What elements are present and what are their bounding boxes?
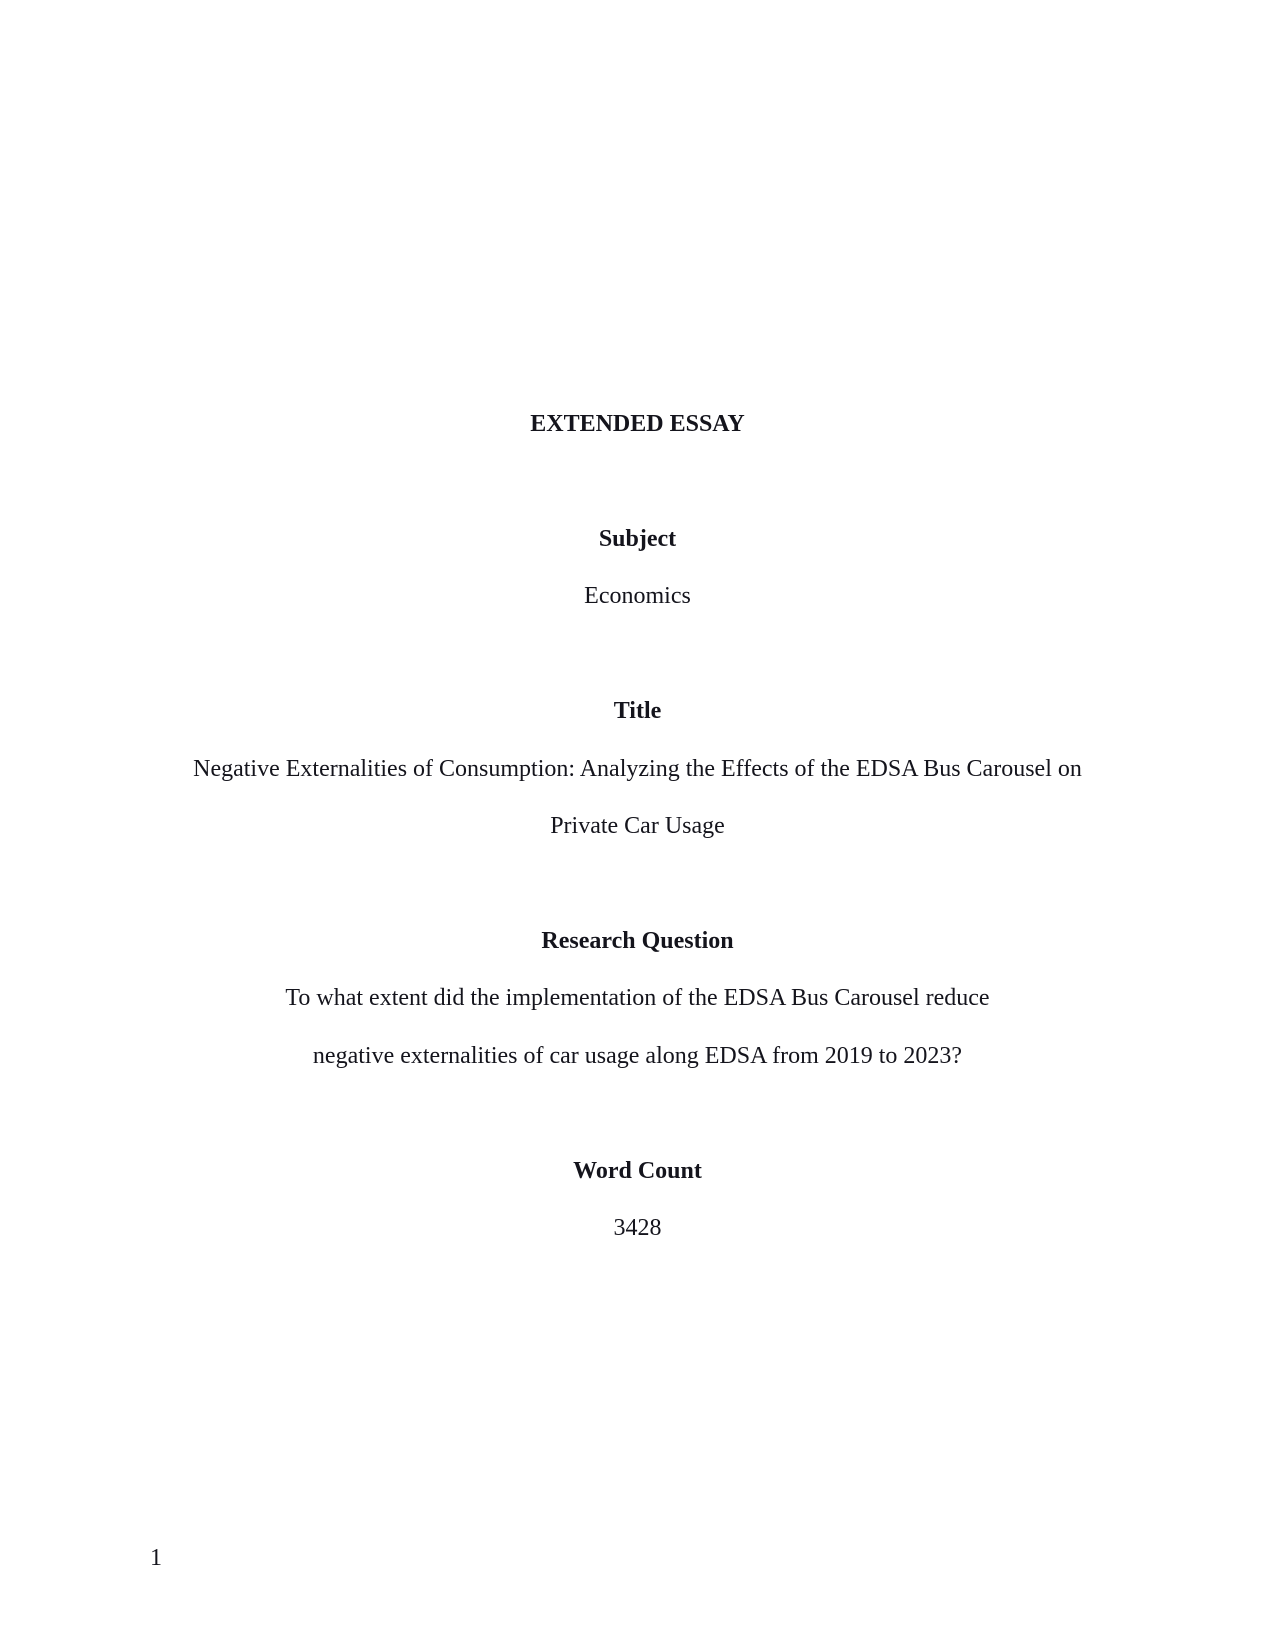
research-question-label: Research Question [541, 928, 734, 954]
research-question-line-2: negative externalities of car usage along EDSA from 2019 to 2023? [312, 1043, 963, 1069]
word-count-value: 3428 [613, 1215, 662, 1241]
research-question-line-1: To what extent did the implementation of the EDSA Bus Carousel reduce [285, 985, 990, 1011]
page-number: 1 [150, 1545, 162, 1571]
subject-label: Subject [598, 526, 677, 552]
essay-heading: EXTENDED ESSAY [530, 411, 745, 437]
title-line-2: Private Car Usage [550, 813, 725, 839]
title-line-1: Negative Externalities of Consumption: Analyzing the Effects of the EDSA Bus Carousel on [193, 756, 1082, 782]
subject-value: Economics [584, 583, 691, 609]
title-label: Title [613, 698, 662, 724]
word-count-label: Word Count [573, 1158, 702, 1184]
